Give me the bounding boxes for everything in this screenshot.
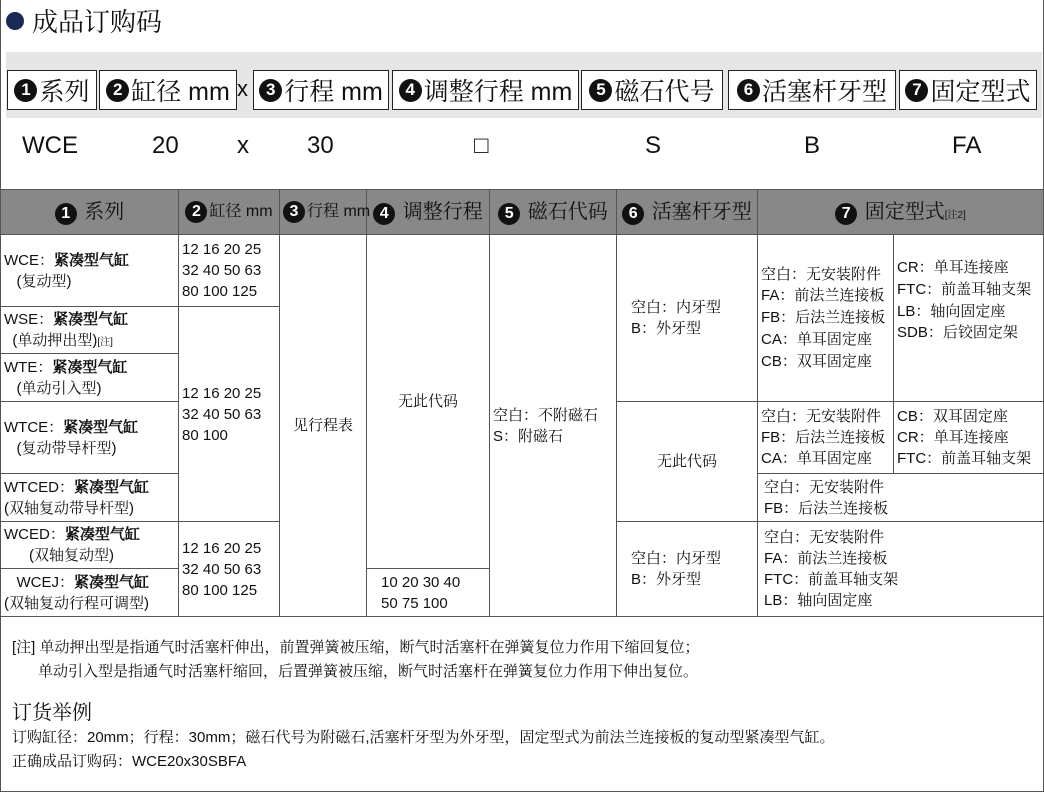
bullet-icon	[6, 12, 24, 30]
example-adjust: □	[474, 132, 489, 159]
number-4-icon: 4	[373, 203, 395, 225]
mount-group-2-right: CB：双耳固定座 CR：单耳连接座 FTC：前盖耳轴支架	[894, 402, 1044, 474]
stroke-cell: 见行程表	[280, 235, 367, 617]
mount-group-3: 空白：无安装附件 FB：后法兰连接板	[758, 474, 1044, 522]
example-mount: FA	[952, 132, 982, 159]
mount-group-4: 空白：无安装附件 FA：前法兰连接板 FTC：前盖耳轴支架 LB：轴向固定座	[758, 522, 1044, 617]
note-line-1: [注] 单动押出型是指通气时活塞杆伸出，前置弹簧被压缩，断气时活塞杆在弹簧复位力作用下缩回复位；	[12, 639, 700, 656]
order-example-line-2: 正确成品订购码：WCE20x30SBFA	[12, 753, 247, 770]
number-3-icon: 3	[259, 79, 282, 102]
col-header-adjust: 4 调整行程	[367, 190, 490, 235]
series-wte: WTE：紧凑型气缸 (单动引入型)	[1, 354, 179, 402]
adjust-values-cell: 10 20 30 40 50 75 100	[367, 569, 490, 617]
bore-group-1: 12 16 20 25 32 40 50 63 80 100 125	[179, 235, 280, 307]
col-header-mount: 7 固定型式[注2]	[758, 190, 1044, 235]
order-example-line-1: 订购缸径：20mm；行程：30mm；磁石代号为附磁石,活塞杆牙型为外牙型，固定型式为前法兰连接板的复动型紧凑型气缸。	[12, 729, 835, 746]
example-thread: B	[804, 132, 821, 159]
series-wtced: WTCED：紧凑型气缸 (双轴复动带导杆型)	[1, 474, 179, 522]
adjust-none-cell: 无此代码	[367, 235, 490, 569]
header-box-series: 1 系列	[7, 70, 97, 110]
page-title: 成品订购码	[6, 2, 162, 39]
number-4-icon: 4	[399, 79, 422, 102]
thread-cell-b: 空白：内牙型 B：外牙型	[617, 522, 758, 617]
header-box-mount: 7 固定型式	[899, 70, 1037, 110]
number-1-icon: 1	[55, 203, 77, 225]
col-header-stroke: 3 行程 mm	[280, 190, 367, 235]
number-7-icon: 7	[835, 203, 857, 225]
mount-group-2-left: 空白：无安装附件 FB：后法兰连接板 CA：单耳固定座	[758, 402, 894, 474]
thread-cell-a: 空白：内牙型 B：外牙型	[617, 235, 758, 402]
thread-none-cell: 无此代码	[617, 402, 758, 522]
magnet-cell: 空白：不附磁石 S：附磁石	[490, 235, 617, 617]
number-6-icon: 6	[622, 203, 644, 225]
header-box-bore: 2 缸径 mm	[99, 70, 237, 110]
header-x-separator: x	[237, 76, 248, 101]
number-1-icon: 1	[14, 79, 37, 102]
number-5-icon: 5	[498, 203, 520, 225]
header-box-adjust: 4 调整行程 mm	[392, 70, 579, 110]
example-stroke: 30	[307, 132, 334, 159]
series-wced: WCED：紧凑型气缸 (双轴复动型)	[1, 522, 179, 569]
header-box-thread: 6 活塞杆牙型	[728, 70, 896, 110]
mount-group-1-right: CR：单耳连接座 FTC：前盖耳轴支架 LB：轴向固定座 SDB：后铰固定架	[894, 235, 1044, 402]
series-wse: WSE：紧凑型气缸 (单动押出型)[注]	[1, 307, 179, 354]
series-wce: WCE：紧凑型气缸 (复动型)	[1, 235, 179, 307]
col-header-thread: 6 活塞杆牙型	[617, 190, 758, 235]
col-header-bore: 2 缸径 mm	[179, 190, 280, 235]
table-header-row	[1, 190, 1044, 235]
number-6-icon: 6	[737, 79, 760, 102]
number-7-icon: 7	[905, 79, 928, 102]
number-5-icon: 5	[589, 79, 612, 102]
example-x: x	[237, 132, 249, 159]
col-header-magnet: 5 磁石代码	[490, 190, 617, 235]
footnotes	[12, 636, 700, 684]
example-magnet: S	[645, 132, 662, 159]
bore-group-3: 12 16 20 25 32 40 50 63 80 100 125	[179, 522, 280, 617]
example-series: WCE	[22, 132, 78, 159]
example-bore: 20	[152, 132, 179, 159]
mount-group-1-left: 空白：无安装附件 FA：前法兰连接板 FB：后法兰连接板 CA：单耳固定座 CB：双耳固定座	[758, 235, 894, 402]
number-3-icon: 3	[283, 201, 305, 223]
note-line-2: 单动引入型是指通气时活塞杆缩回，后置弹簧被压缩，断气时活塞杆在弹簧复位力作用下伸出复位。	[38, 663, 699, 680]
order-example-text	[12, 726, 835, 774]
table-row	[1, 235, 1044, 307]
bore-group-2: 12 16 20 25 32 40 50 63 80 100	[179, 307, 280, 522]
spec-table	[0, 189, 1044, 617]
header-box-stroke: 3 行程 mm	[253, 70, 389, 110]
order-example-heading: 订货举例	[12, 702, 92, 724]
header-box-magnet: 5 磁石代号	[581, 70, 723, 110]
number-2-icon: 2	[185, 201, 207, 223]
col-header-series: 1 系列	[1, 190, 179, 235]
series-wcej: WCEJ：紧凑型气缸 (双轴复动行程可调型)	[1, 569, 179, 617]
series-wtce: WTCE：紧凑型气缸 (复动带导杆型)	[1, 402, 179, 474]
number-2-icon: 2	[106, 79, 129, 102]
